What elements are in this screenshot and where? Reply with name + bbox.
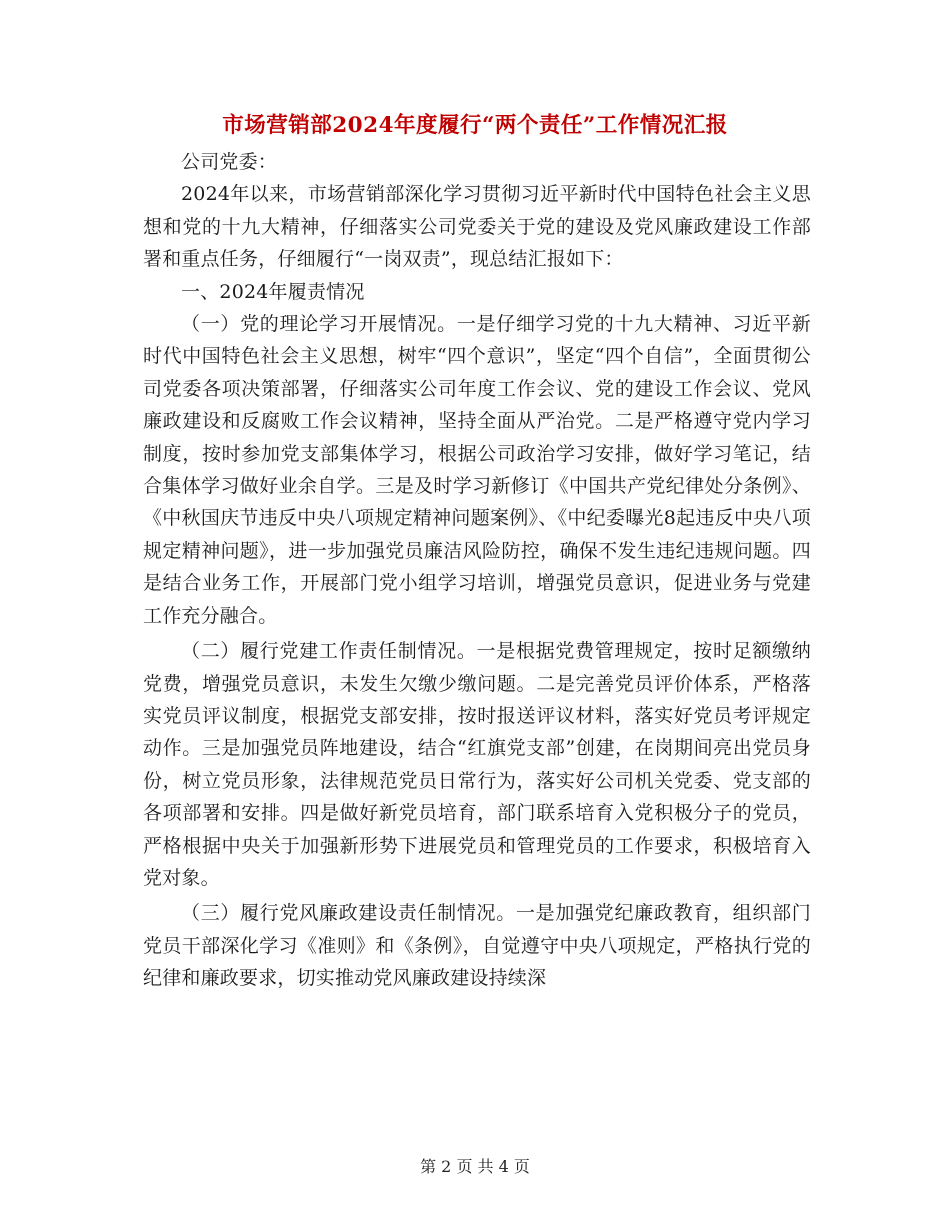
intro-paragraph: 2024年以来，市场营销部深化学习贯彻习近平新时代中国特色社会主义思想和党的十九大精神，仔细落实公司党委关于党的建设及党风廉政建设工作部署和重点任务，仔细履行“一岗双责”，现总结汇报如下： [143, 183, 811, 271]
document-body [143, 146, 811, 995]
subsection-theory-study: （一）党的理论学习开展情况。一是仔细学习党的十九大精神、习近平新时代中国特色社会主义思想，树牢“四个意识”，坚定“四个自信”，全面贯彻公司党委各项决策部署，仔细落实公司年度工作会议、党的建设工作会议、党风廉政建设和反腐败工作会议精神，坚持全面从严治党。二是严格遵守党内学习制度，按时参加党支部集体学习，根据公司政治学习安排，做好学习笔记，结合集体学习做好业余自学。三是及时学习新修订《中国共产党纪律处分条例》、《中秋国庆节违反中央八项规定精神问题案例》、《中纪委曝光8起违反中央八项规定精神问题》，进一步加强党员廉洁风险防控，确保不发生违纪违规问题。四是结合业务工作，开展部门党小组学习培训，增强党员意识，促进业务与党建工作充分融合。 [143, 313, 811, 627]
subsection-party-building: （二）履行党建工作责任制情况。一是根据党费管理规定，按时足额缴纳党费，增强党员意识，未发生欠缴少缴问题。二是完善党员评价体系，严格落实党员评议制度，根据党支部安排，按时报送评议材料，落实好党员考评规定动作。三是加强党员阵地建设，结合“红旗党支部”创建，在岗期间亮出党员身份，树立党员形象，法律规范党员日常行为，落实好公司机关党委、党支部的各项部署和安排。四是做好新党员培育，部门联系培育入党积极分子的党员，严格根据中央关于加强新形势下进展党员和管理党员的工作要求，积极培育入党对象。 [143, 640, 811, 889]
section-heading: 一、2024年履责情况 [181, 280, 365, 303]
page-number-footer: 第 2 页 共 4 页 [420, 1157, 530, 1176]
document-title: 市场营销部2024年度履行“两个责任”工作情况汇报 [222, 113, 728, 138]
salutation: 公司党委： [181, 151, 278, 173]
subsection-clean-governance: （三）履行党风廉政建设责任制情况。一是加强党纪廉政教育，组织部门党员干部深化学习《准则》和《条例》，自觉遵守中央八项规定，严格执行党的纪律和廉政要求，切实推动党风廉政建设持续深 [143, 902, 811, 990]
